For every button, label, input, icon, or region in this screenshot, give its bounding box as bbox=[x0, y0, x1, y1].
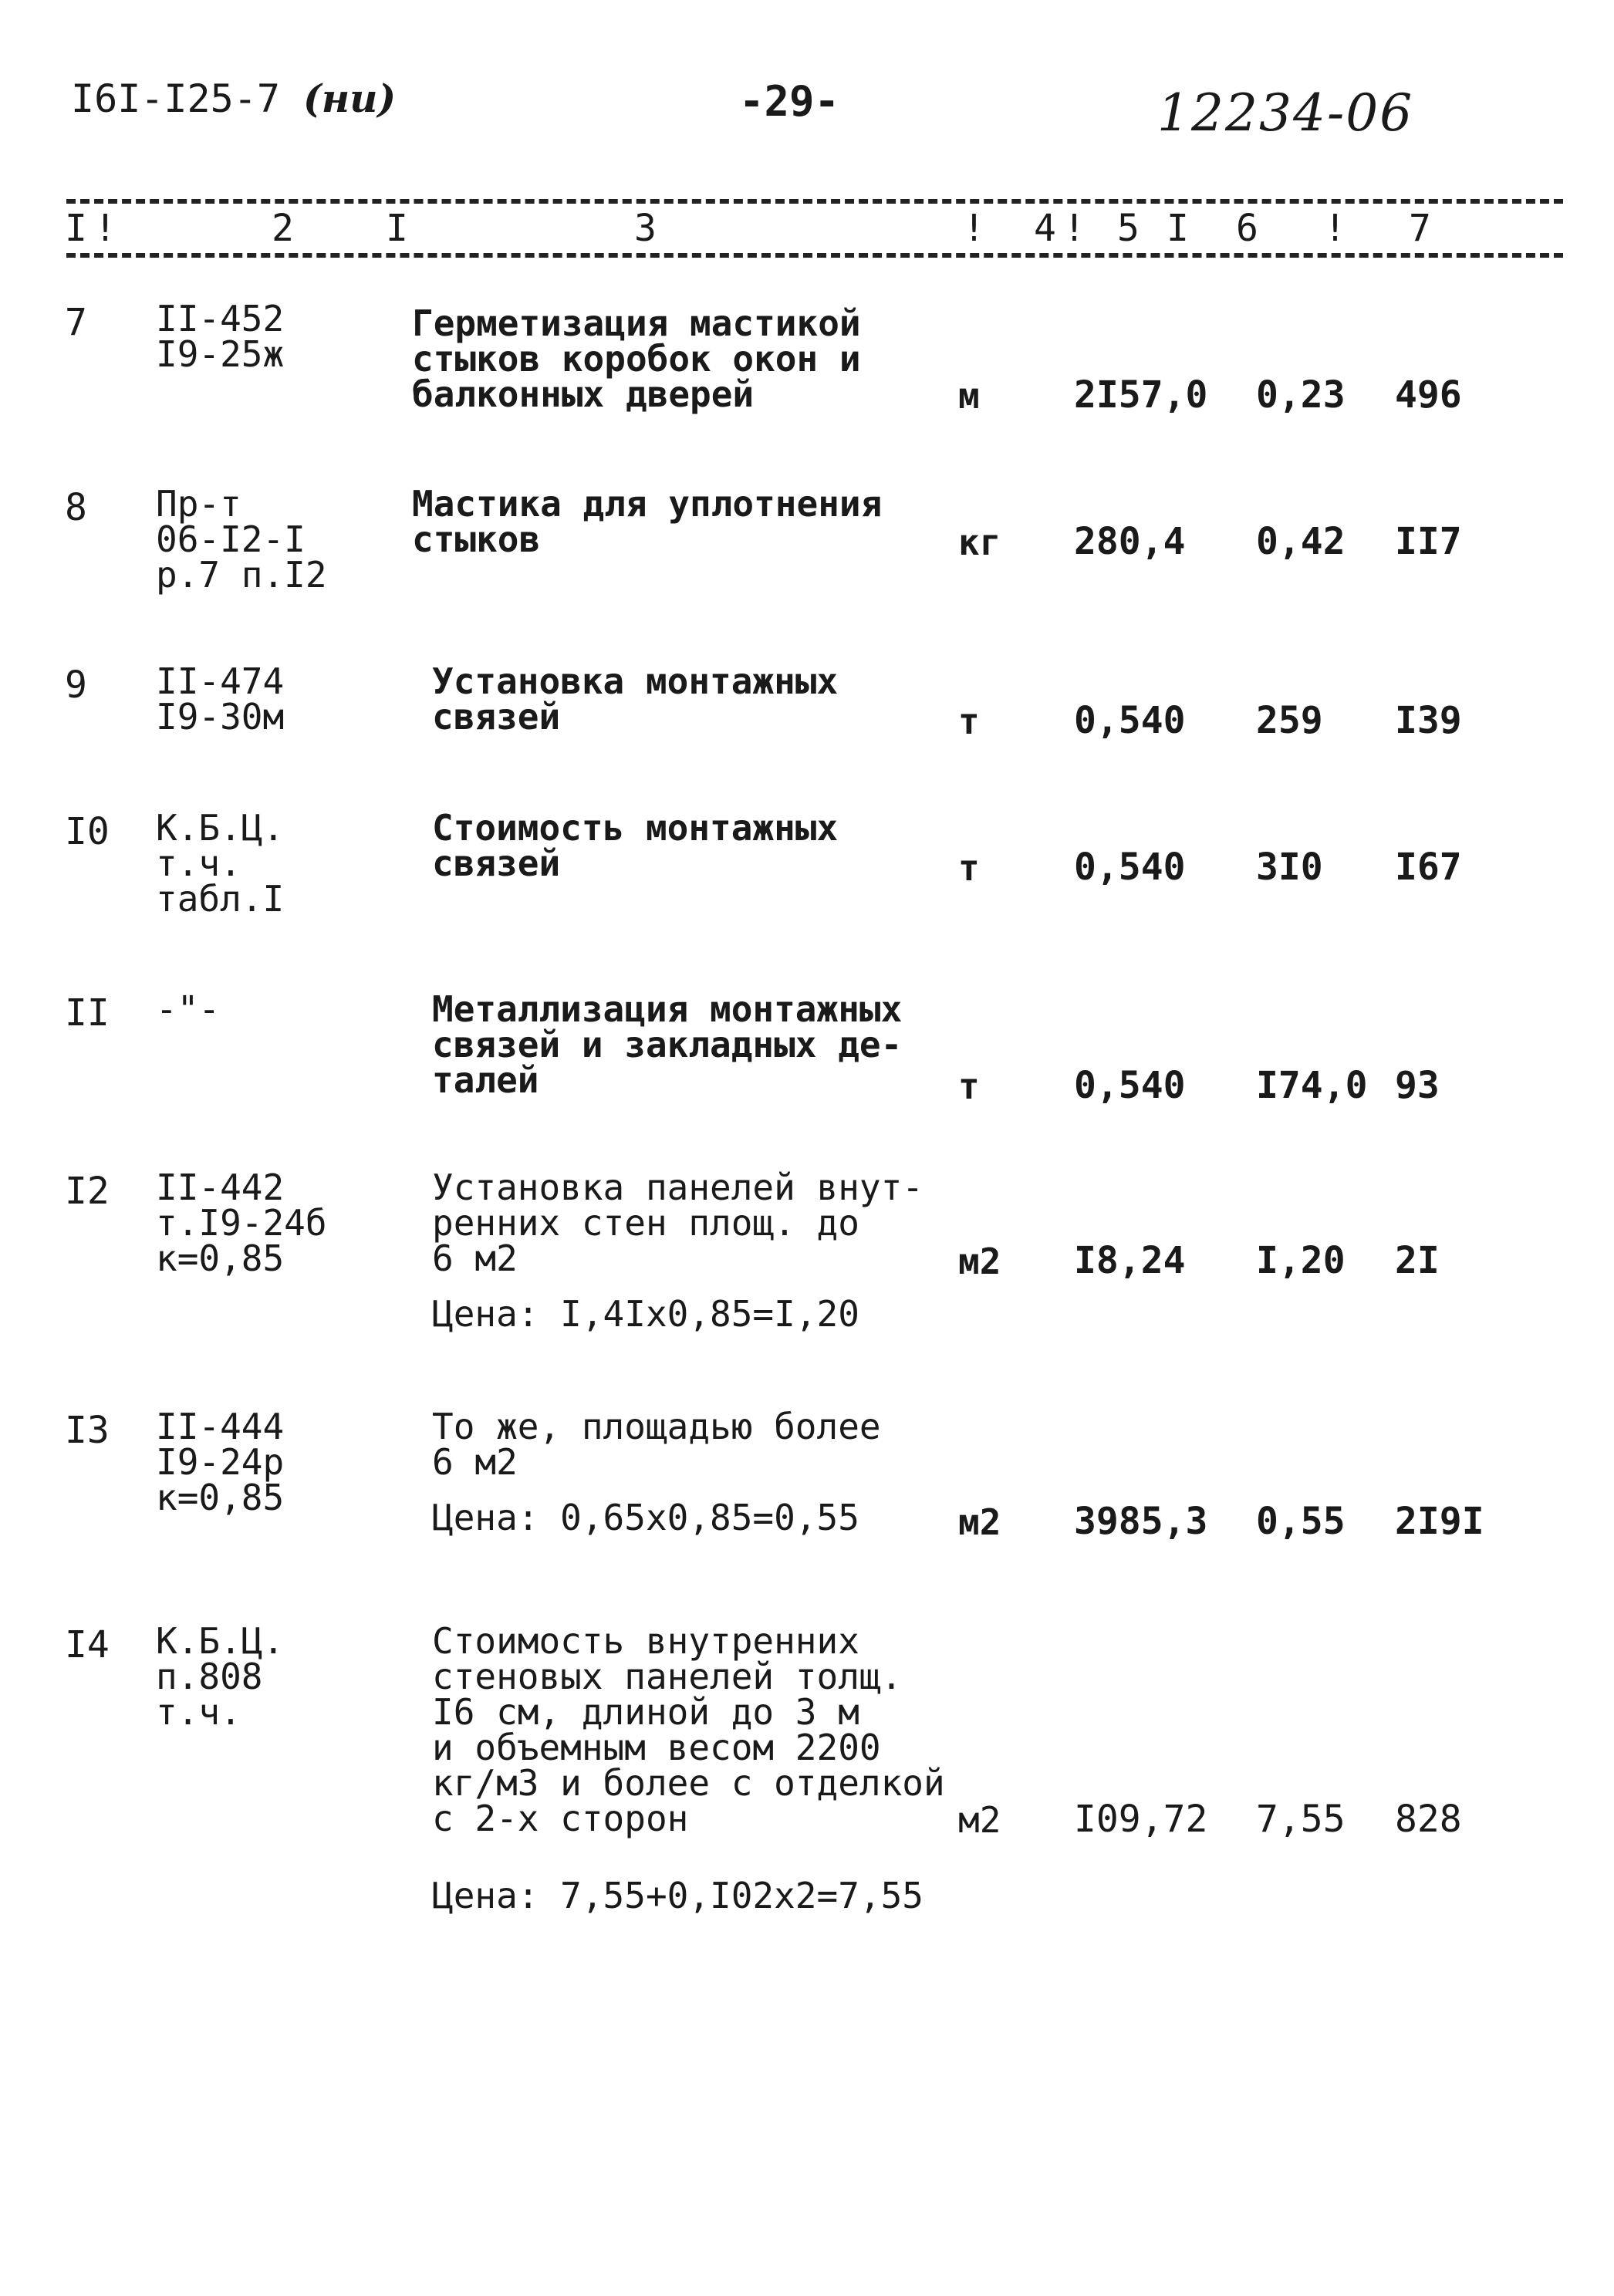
row-code bbox=[156, 1620, 285, 1733]
row-description bbox=[432, 1167, 923, 1279]
column-separator: ! bbox=[1063, 207, 1086, 250]
column-header-4: 4 bbox=[1034, 207, 1056, 250]
row-unit-price: I,20 bbox=[1256, 1239, 1346, 1282]
row-code bbox=[156, 483, 327, 596]
description-line: стыков коробок окон и bbox=[412, 338, 861, 380]
column-header-3: 3 bbox=[634, 207, 657, 250]
description-line: Стоимость внутренних bbox=[432, 1620, 859, 1662]
description-line: стыков bbox=[412, 518, 541, 560]
document-code-text: I6I-I25-7 bbox=[71, 76, 280, 121]
code-line: р.7 п.I2 bbox=[156, 554, 327, 596]
column-separator: I bbox=[1167, 207, 1189, 250]
row-number: I0 bbox=[65, 810, 110, 853]
column-separator: I bbox=[386, 207, 408, 250]
row-unit: м2 bbox=[958, 1241, 1001, 1282]
description-line: Установка монтажных bbox=[432, 660, 839, 702]
row-description bbox=[432, 988, 903, 1101]
row-cost: 828 bbox=[1395, 1798, 1462, 1841]
code-line: -"- bbox=[156, 988, 221, 1030]
description-line: и объемным весом 2200 bbox=[432, 1727, 881, 1768]
code-line: т.I9-24б bbox=[156, 1202, 327, 1244]
code-line: I9-25ж bbox=[156, 333, 285, 375]
description-line: талей bbox=[432, 1059, 539, 1101]
document-mark: (ни) bbox=[303, 76, 397, 121]
code-line: II-452 bbox=[156, 298, 285, 339]
row-cost: I39 bbox=[1395, 699, 1462, 742]
code-line: I9-24р bbox=[156, 1441, 285, 1483]
row-unit: т bbox=[958, 701, 980, 742]
row-description bbox=[432, 660, 839, 738]
column-separator: ! bbox=[963, 207, 985, 250]
row-cost: 2I9I bbox=[1395, 1500, 1484, 1543]
code-line: II-442 bbox=[156, 1167, 285, 1208]
row-code bbox=[156, 807, 285, 920]
code-line: I9-30м bbox=[156, 696, 285, 738]
row-number: I2 bbox=[65, 1170, 110, 1213]
row-code bbox=[156, 1167, 327, 1279]
code-line: к=0,85 bbox=[156, 1237, 285, 1279]
row-quantity: 0,540 bbox=[1074, 846, 1186, 889]
description-line: стеновых панелей толщ. bbox=[432, 1656, 903, 1697]
row-number: I3 bbox=[65, 1409, 110, 1452]
column-header-2: 2 bbox=[272, 207, 294, 250]
row-description bbox=[412, 302, 861, 415]
page-number: -29- bbox=[739, 77, 840, 126]
description-line: Стоимость монтажных bbox=[432, 807, 839, 849]
row-cost: II7 bbox=[1395, 520, 1462, 563]
description-line: Мастика для уплотнения bbox=[412, 483, 883, 525]
row-unit-price: 0,23 bbox=[1256, 373, 1346, 417]
row-number: 9 bbox=[65, 663, 87, 707]
row-cost: I67 bbox=[1395, 846, 1462, 889]
description-line: с 2-х сторон bbox=[432, 1798, 689, 1839]
row-description bbox=[432, 1620, 945, 1839]
row-quantity: 0,540 bbox=[1074, 1064, 1186, 1107]
row-unit-price: 0,55 bbox=[1256, 1500, 1346, 1543]
row-unit: м2 bbox=[958, 1501, 1001, 1543]
code-line: К.Б.Ц. bbox=[156, 1620, 285, 1662]
column-header-bottom-rule bbox=[66, 253, 1563, 258]
description-line: кг/м3 и более с отделкой bbox=[432, 1762, 945, 1804]
row-unit: м bbox=[958, 375, 980, 417]
row-quantity: 2I57,0 bbox=[1074, 373, 1208, 417]
column-header-6: 6 bbox=[1236, 207, 1258, 250]
row-cost: 2I bbox=[1395, 1239, 1440, 1282]
column-separator: ! bbox=[94, 207, 116, 250]
code-line: табл.I bbox=[156, 878, 285, 920]
row-number: 7 bbox=[65, 301, 87, 344]
description-line: связей bbox=[432, 842, 561, 884]
row-code bbox=[156, 660, 285, 738]
code-line: II-474 bbox=[156, 660, 285, 702]
code-line: т.ч. bbox=[156, 842, 241, 884]
description-line: То же, площадью более bbox=[432, 1406, 881, 1447]
code-line: п.808 bbox=[156, 1656, 263, 1697]
code-line: Пр-т bbox=[156, 483, 241, 525]
row-code bbox=[156, 1406, 285, 1518]
code-line: 06-I2-I bbox=[156, 518, 306, 560]
row-code bbox=[156, 298, 285, 375]
description-line: связей bbox=[432, 696, 561, 738]
description-line: Установка панелей внут- bbox=[432, 1167, 923, 1208]
row-unit-price: I74,0 bbox=[1256, 1064, 1368, 1107]
document-code bbox=[71, 76, 396, 121]
description-line: Металлизация монтажных bbox=[432, 988, 903, 1030]
column-header-1: I bbox=[65, 207, 87, 250]
row-code bbox=[156, 988, 221, 1030]
row-quantity: I09,72 bbox=[1074, 1798, 1208, 1841]
price-calculation: Цена: I,4Iх0,85=I,20 bbox=[432, 1293, 859, 1335]
column-separator: ! bbox=[1324, 207, 1346, 250]
description-line: I6 см, длиной до 3 м bbox=[432, 1691, 859, 1733]
row-quantity: 3985,3 bbox=[1074, 1500, 1208, 1543]
row-unit: кг bbox=[958, 522, 1001, 563]
description-line: 6 м2 bbox=[432, 1237, 518, 1279]
row-description bbox=[432, 1406, 881, 1483]
description-line: Герметизация мастикой bbox=[412, 302, 861, 344]
row-quantity: 0,540 bbox=[1074, 699, 1186, 742]
row-cost: 496 bbox=[1395, 373, 1462, 417]
row-unit: т bbox=[958, 847, 980, 889]
row-unit: м2 bbox=[958, 1799, 1001, 1841]
row-description bbox=[412, 483, 883, 560]
row-cost: 93 bbox=[1395, 1064, 1440, 1107]
code-line: к=0,85 bbox=[156, 1477, 285, 1518]
column-header-7: 7 bbox=[1409, 207, 1431, 250]
row-unit-price: 3I0 bbox=[1256, 846, 1323, 889]
price-calculation: Цена: 7,55+0,I02х2=7,55 bbox=[432, 1875, 923, 1916]
row-unit-price: 7,55 bbox=[1256, 1798, 1346, 1841]
row-description bbox=[432, 807, 839, 884]
row-quantity: I8,24 bbox=[1074, 1239, 1186, 1282]
row-number: II bbox=[65, 991, 110, 1035]
code-line: К.Б.Ц. bbox=[156, 807, 285, 849]
description-line: 6 м2 bbox=[432, 1441, 518, 1483]
row-number: 8 bbox=[65, 486, 87, 529]
code-line: т.ч. bbox=[156, 1691, 241, 1733]
price-calculation: Цена: 0,65х0,85=0,55 bbox=[432, 1497, 859, 1538]
description-line: ренних стен площ. до bbox=[432, 1202, 859, 1244]
description-line: балконных дверей bbox=[412, 373, 755, 415]
row-unit-price: 0,42 bbox=[1256, 520, 1346, 563]
column-header-5: 5 bbox=[1117, 207, 1140, 250]
row-unit-price: 259 bbox=[1256, 699, 1323, 742]
archive-number: 12234-06 bbox=[1157, 83, 1414, 143]
code-line: II-444 bbox=[156, 1406, 285, 1447]
row-number: I4 bbox=[65, 1623, 110, 1666]
column-header-top-rule bbox=[66, 199, 1563, 204]
row-unit: т bbox=[958, 1065, 980, 1107]
description-line: связей и закладных де- bbox=[432, 1024, 903, 1065]
row-quantity: 280,4 bbox=[1074, 520, 1186, 563]
